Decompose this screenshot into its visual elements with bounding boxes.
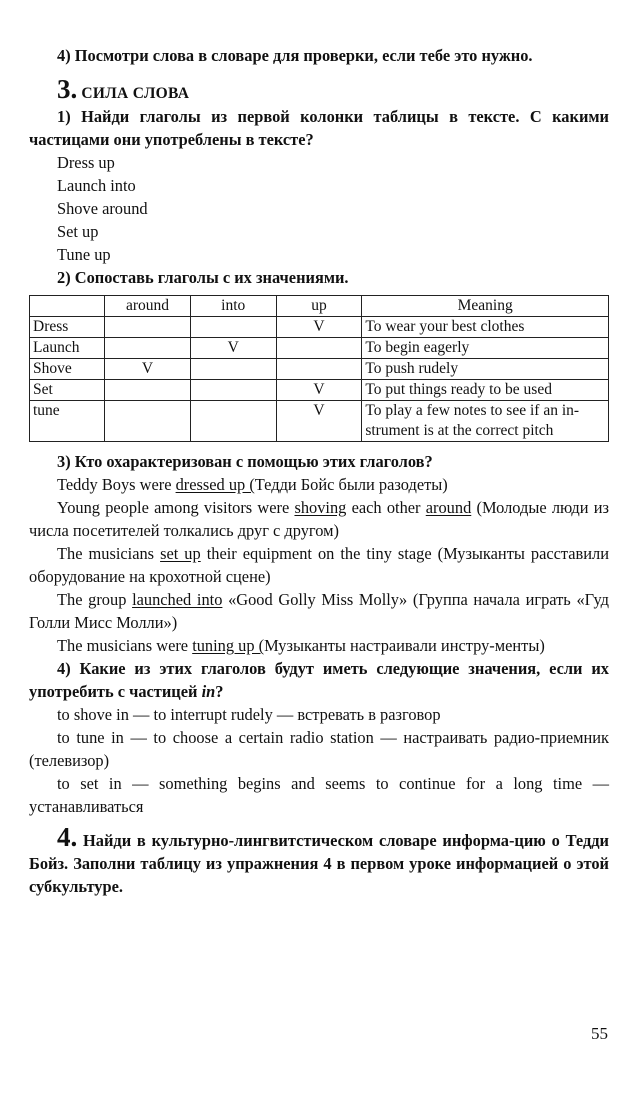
cell-up: V (276, 380, 362, 401)
particle-in: in (201, 682, 216, 701)
underlined-phrasal-verb: tuning up ( (192, 636, 265, 655)
section4-text: Найди в культурно-лингвитстическом словаре информа-цию о Тедди Бойз. Заполни таблицу из упражнения 4 в первом уроке информацией о этой субкультуре. (29, 831, 609, 896)
section3-title: СИЛА СЛОВА (81, 85, 190, 102)
cell-meaning: To put things ready to be used (362, 380, 609, 401)
verb-item: Set up (57, 222, 99, 241)
cell-up (276, 338, 362, 359)
cell-up: V (276, 317, 362, 338)
example-translation: «Good Golly Miss Molly» (Группа начала играть «Гуд Голли Мисс Молли») (29, 590, 609, 632)
example-translation: (Молодые люди из числа посетителей толкались друг с другом) (29, 498, 609, 540)
underlined-phrasal-verb: dressed up ( (175, 475, 255, 494)
verb-meaning-table (29, 295, 609, 442)
table-header-row (30, 296, 609, 317)
definition: to shove in — to interrupt rudely — встревать в разговор (57, 705, 441, 724)
verb-item: Tune up (57, 245, 111, 264)
header-meaning: Meaning (362, 296, 609, 317)
cell-meaning: To play a few notes to see if an in-strument is at the correct pitch (362, 401, 609, 442)
question-4 (29, 657, 609, 703)
underlined-phrasal-verb: shoving (294, 498, 347, 517)
cell-around (105, 380, 191, 401)
table-row (30, 380, 609, 401)
underlined-phrasal-verb: launched into (132, 590, 223, 609)
header-into: into (190, 296, 276, 317)
example-sentence (29, 588, 609, 634)
table-row (30, 317, 609, 338)
example-sentence (29, 473, 609, 496)
verb-item: Launch into (57, 176, 136, 195)
cell-up (276, 359, 362, 380)
question-3: 3) Кто охарактеризован с помощью этих глаголов? (57, 452, 433, 471)
table-row (30, 401, 609, 442)
cell-into (190, 401, 276, 442)
example-text: The group (57, 590, 133, 609)
section3-number: 3. (57, 74, 78, 104)
example-text: each other (346, 498, 426, 517)
example-translation: Музыканты настраивали инстру-менты) (264, 636, 545, 655)
definition: to tune in — to choose a certain radio station — настраивать радио-приемник (телевизор) (29, 728, 609, 770)
example-text: The musicians were (57, 636, 193, 655)
cell-meaning: To begin eagerly (362, 338, 609, 359)
question-4-end: ? (215, 682, 224, 701)
example-translation: Тедди Бойс были разодеты) (254, 475, 448, 494)
cell-verb: Launch (30, 338, 105, 359)
example-sentence (29, 496, 609, 542)
task4-instruction: 4) Посмотри слова в словаре для проверки, если тебе это нужно. (57, 46, 533, 65)
section4-task (29, 824, 609, 898)
cell-around: V (105, 359, 191, 380)
page-number: 55 (591, 1024, 608, 1043)
verb-item: Shove around (57, 199, 148, 218)
cell-around (105, 401, 191, 442)
example-translation: their equipment on the tiny stage (Музыканты расставили оборудование на крохотной сцене) (29, 544, 610, 586)
underlined-particle: around (425, 498, 472, 517)
question-4-text: 4) Какие из этих глаголов будут иметь следующие значения, если их употребить с частицей (29, 659, 609, 701)
definition: to set in — something begins and seems to continue for a long time — устанавливаться (29, 774, 609, 816)
section4-number: 4. (57, 822, 78, 852)
example-text: Young people among visitors were (57, 498, 295, 517)
example-text: Teddy Boys were (57, 475, 176, 494)
header-around: around (105, 296, 191, 317)
cell-into (190, 317, 276, 338)
question-2: 2) Сопоставь глаголы с их значениями. (57, 268, 349, 287)
cell-into (190, 380, 276, 401)
example-sentence (29, 542, 609, 588)
cell-into: V (190, 338, 276, 359)
example-sentence (29, 634, 609, 657)
cell-around (105, 317, 191, 338)
question-1: 1) Найди глаголы из первой колонки таблицы в тексте. С какими частицами они употреблены в тексте? (29, 107, 609, 149)
header-up: up (276, 296, 362, 317)
cell-around (105, 338, 191, 359)
verb-item: Dress up (57, 153, 115, 172)
cell-into (190, 359, 276, 380)
cell-meaning: To push rudely (362, 359, 609, 380)
table-row (30, 338, 609, 359)
underlined-phrasal-verb: set up (160, 544, 201, 563)
example-text: The musicians (57, 544, 161, 563)
page-content (29, 44, 609, 898)
section3-heading (29, 75, 609, 105)
cell-up: V (276, 401, 362, 442)
cell-verb: Set (30, 380, 105, 401)
verb-list (29, 151, 609, 266)
table-row (30, 359, 609, 380)
header-verb (30, 296, 105, 317)
cell-meaning: To wear your best clothes (362, 317, 609, 338)
cell-verb: tune (30, 401, 105, 442)
cell-verb: Shove (30, 359, 105, 380)
cell-verb: Dress (30, 317, 105, 338)
